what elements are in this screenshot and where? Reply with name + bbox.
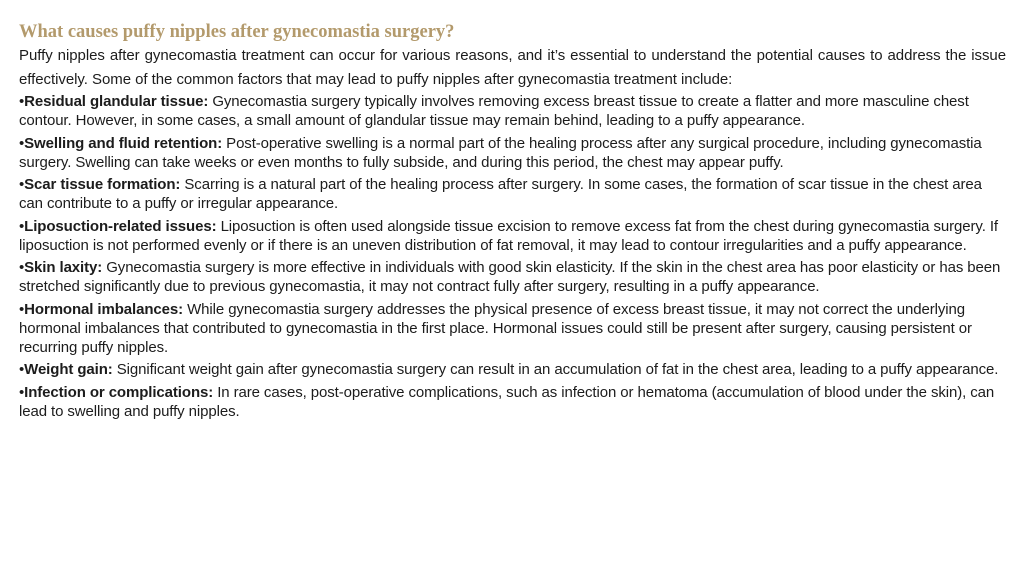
- page-title: What causes puffy nipples after gynecomastia surgery?: [19, 22, 455, 42]
- list-item-term: Infection or complications:: [24, 383, 214, 401]
- list-item: [19, 258, 1006, 296]
- bullet-icon: •: [19, 176, 25, 193]
- list-item-term: Swelling and fluid retention:: [24, 134, 223, 152]
- list-item-text: Scarring is a natural part of the healing process after surgery. In some cases, the formation of scar tissue in the chest area can contribute to a puffy or irregular appearance.: [19, 176, 982, 212]
- list-item-text: Gynecomastia surgery typically involves removing excess breast tissue to create a flatter and more masculine chest contour. However, in some cases, a small amount of glandular tissue may remain behind, leading to a puffy appearance.: [19, 93, 969, 129]
- list-item: [19, 134, 1006, 172]
- list-item-term: Skin laxity:: [24, 259, 103, 276]
- bullet-icon: •: [19, 217, 25, 235]
- list-item-term: Residual glandular tissue:: [24, 93, 209, 110]
- list-item: [19, 175, 1006, 213]
- intro-paragraph: Puffy nipples after gynecomastia treatment can occur for various reasons, and it’s essential to understand the potential causes to address the issue effectively. Some of the common factors that may lead to puffy nipples after gynecomastia treatment include:: [19, 47, 1006, 88]
- list-item-text: Significant weight gain after gynecomastia surgery can result in an accumulation of fat in the chest area, leading to a puffy appearance.: [112, 361, 999, 378]
- list-item-term: Hormonal imbalances:: [24, 300, 184, 318]
- list-item-text: Gynecomastia surgery is more effective in individuals with good skin elasticity. If the skin in the chest area has poor elasticity or has been stretched significantly due to previous gynecomastia, it may not contract fully after surgery, resulting in a puffy appearance.: [19, 259, 1001, 295]
- list-item: [19, 360, 1006, 379]
- bullet-icon: •: [19, 134, 25, 152]
- list-item-text: Post-operative swelling is a normal part of the healing process after any surgical procedure, including gynecomastia surgery. Swelling can take weeks or even months to fully subside, and during this period, the chest may appear puffy.: [19, 134, 982, 171]
- bullet-icon: •: [19, 259, 25, 276]
- list-item: [19, 300, 1006, 357]
- list-item-text: Liposuction is often used alongside tissue excision to remove excess fat from the chest during gynecomastia surgery. If liposuction is not performed evenly or if there is an uneven distribution of fat removal, it may lead to contour irregularities and a puffy appearance.: [19, 217, 998, 254]
- bullet-icon: •: [19, 383, 25, 401]
- bullet-icon: •: [19, 93, 25, 110]
- list-item-term: Weight gain:: [24, 361, 113, 378]
- list-item: [19, 217, 1006, 255]
- list-item-text: In rare cases, post-operative complications, such as infection or hematoma (accumulation of blood under the skin), can lead to swelling and puffy nipples.: [19, 383, 995, 420]
- list-item: [19, 383, 1006, 421]
- bullet-icon: •: [19, 300, 25, 318]
- list-item-term: Scar tissue formation:: [24, 176, 181, 193]
- list-item-term: Liposuction-related issues:: [24, 217, 217, 235]
- list-item-text: While gynecomastia surgery addresses the physical presence of excess breast tissue, it may not correct the underlying hormonal imbalances that contributed to gynecomastia in the first place. Hormonal issues could still be present after surgery, causing persistent or recurring puffy nipples.: [19, 300, 972, 356]
- bullet-icon: •: [19, 361, 25, 378]
- causes-list: [19, 92, 1006, 421]
- list-item: [19, 92, 1006, 130]
